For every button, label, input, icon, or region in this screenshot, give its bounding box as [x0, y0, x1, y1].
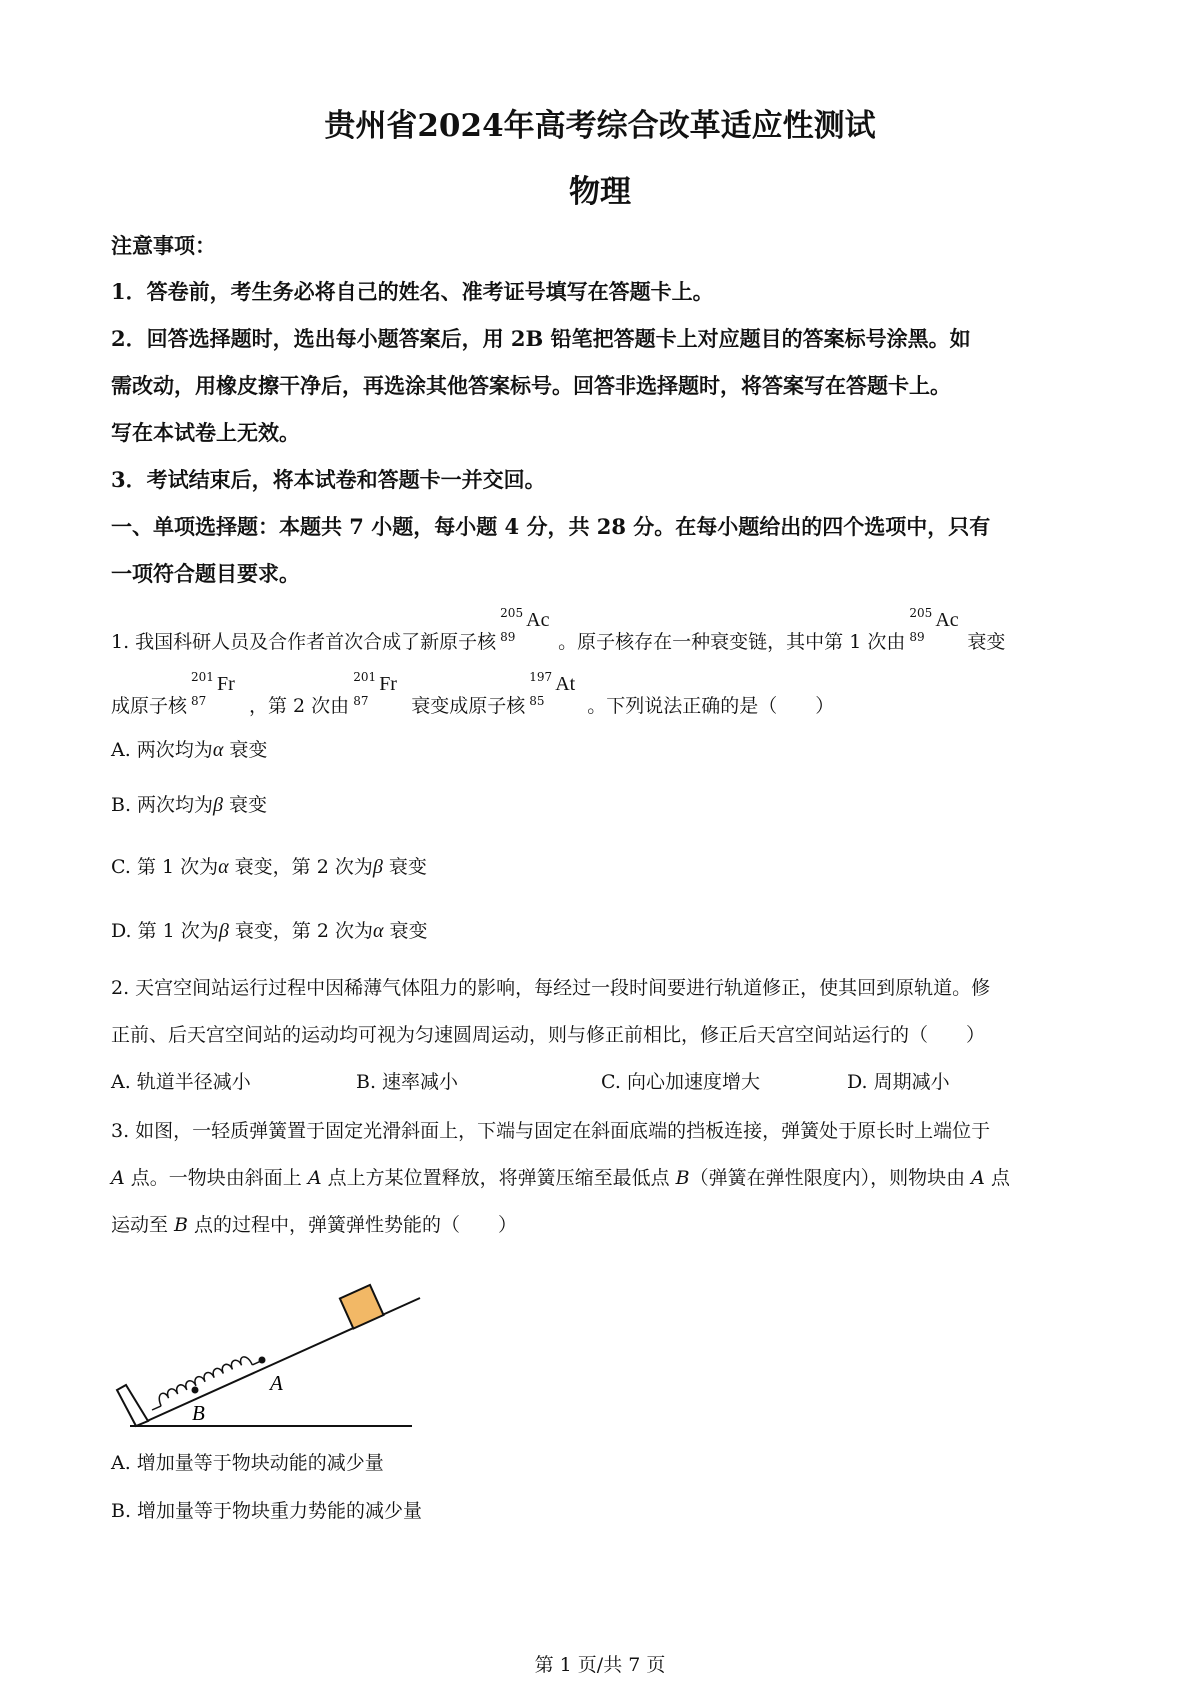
q3-line-2 [111, 1163, 1010, 1190]
atomic-number: 87 [191, 694, 207, 708]
q2-option-a[interactable]: A. 轨道半径减小 [111, 1071, 251, 1093]
option-text: D. 第 1 次为 [111, 920, 219, 942]
q2-option-c[interactable]: C. 向心加速度增大 [601, 1071, 760, 1093]
q3-option-b[interactable]: B. 增加量等于物块重力势能的减少量 [111, 1500, 423, 1522]
q1-text: 1. 我国科研人员及合作者首次合成了新原子核 [111, 631, 497, 653]
q3-text: 点。一物块由斜面上 [124, 1167, 308, 1189]
label-a: A [270, 1371, 283, 1395]
mass-number: 205 [909, 606, 933, 620]
option-text: 衰变 [383, 920, 428, 942]
beta-symbol: β [213, 794, 224, 816]
q2-line-2: 正前、后天宫空间站的运动均可视为匀速圆周运动，则与修正前相比，修正后天宫空间站运行的（ ） [111, 1024, 986, 1046]
q1-option-a[interactable] [111, 735, 267, 762]
point-b-ref: B [174, 1214, 189, 1236]
notice-item-2-line-1: 2．回答选择题时，选出每小题答案后，用 2B 铅笔把答题卡上对应题目的答案标号涂黑。如 [111, 326, 971, 351]
notice-item-3: 3．考试结束后，将本试卷和答题卡一并交回。 [111, 467, 546, 492]
q1-text: ，第 2 次由 [249, 695, 350, 717]
q3-text: 点上方某位置释放，将弹簧压缩至最低点 [321, 1167, 676, 1189]
option-text: 衰变 [223, 739, 268, 761]
sliding-block [340, 1285, 384, 1329]
atomic-number: 87 [353, 694, 369, 708]
nuclide-ac [496, 606, 558, 648]
notice-item-1: 1．答卷前，考生务必将自己的姓名、准考证号填写在答题卡上。 [111, 279, 714, 304]
notice-item-2-line-2: 需改动，用橡皮擦干净后，再选涂其他答案标号。回答非选择题时，将答案写在答题卡上。 [111, 373, 951, 398]
element-symbol: Ac [526, 609, 550, 631]
point-b-ref: B [675, 1167, 690, 1189]
atomic-number: 85 [529, 694, 545, 708]
atomic-number: 89 [909, 630, 925, 644]
beta-symbol: β [218, 920, 229, 942]
alpha-symbol: α [218, 856, 229, 878]
nuclide-at [525, 670, 587, 712]
q3-option-a[interactable]: A. 增加量等于物块动能的减少量 [111, 1452, 384, 1474]
point-a-ref: A [307, 1167, 322, 1189]
mass-number: 197 [529, 670, 553, 684]
section-1-line-2: 一项符合题目要求。 [111, 561, 300, 586]
label-b: B [192, 1401, 205, 1425]
atomic-number: 89 [500, 630, 516, 644]
q1-text: 。原子核存在一种衰变链，其中第 1 次由 [558, 631, 906, 653]
q3-text: 运动至 [111, 1214, 175, 1236]
option-text: B. 两次均为 [111, 794, 214, 816]
q1-line-2 [111, 670, 835, 718]
stopper-plate [117, 1385, 148, 1426]
q3-text: （弹簧在弹性限度内），则物块由 [689, 1167, 972, 1189]
point-b-dot [192, 1387, 199, 1394]
option-text: 衰变，第 2 次为 [228, 856, 373, 878]
option-text: 衰变 [382, 856, 427, 878]
q3-text: 点 [984, 1167, 1010, 1189]
mass-number: 201 [353, 670, 377, 684]
nuclide-fr [187, 670, 249, 712]
notice-heading: 注意事项： [111, 233, 216, 258]
incline-spring-figure [100, 1250, 440, 1440]
mass-number: 205 [500, 606, 524, 620]
point-a-ref: A [111, 1167, 125, 1189]
nuclide-ac [905, 606, 967, 648]
element-symbol: At [555, 673, 576, 695]
q1-text: 。下列说法正确的是（ ） [587, 695, 835, 717]
q3-line-1: 3. 如图，一轻质弹簧置于固定光滑斜面上，下端与固定在斜面底端的挡板连接，弹簧处于原长时上端位于 [111, 1120, 991, 1142]
spring [147, 1350, 263, 1411]
q1-option-d[interactable] [111, 916, 428, 943]
q1-text: 衰变 [967, 631, 1006, 653]
q1-line-1 [111, 606, 1006, 654]
q3-line-3 [111, 1210, 517, 1237]
nuclide-fr [349, 670, 411, 712]
option-text: 衰变 [223, 794, 268, 816]
option-text: C. 第 1 次为 [111, 856, 219, 878]
option-text: A. 两次均为 [111, 739, 213, 761]
option-text: 衰变，第 2 次为 [228, 920, 373, 942]
subject-title: 物理 [569, 174, 631, 210]
beta-symbol: β [372, 856, 383, 878]
q2-line-1: 2. 天宫空间站运行过程中因稀薄气体阻力的影响，每经过一段时间要进行轨道修正，使其回到原轨道。修 [111, 977, 991, 999]
exam-title: 贵州省2024年高考综合改革适应性测试 [324, 108, 876, 144]
section-1-line-1: 一、单项选择题：本题共 7 小题，每小题 4 分，共 28 分。在每小题给出的四个选项中，只有 [111, 514, 991, 539]
point-a-dot [259, 1357, 266, 1364]
q1-option-c[interactable] [111, 852, 427, 879]
q2-option-d[interactable]: D. 周期减小 [847, 1071, 950, 1093]
element-symbol: Fr [217, 673, 235, 695]
element-symbol: Fr [379, 673, 397, 695]
point-a-ref: A [971, 1167, 985, 1189]
mass-number: 201 [191, 670, 214, 684]
alpha-symbol: α [212, 739, 224, 761]
q2-option-b[interactable]: B. 速率减小 [356, 1071, 459, 1093]
page-footer: 第 1 页/共 7 页 [534, 1654, 666, 1676]
q1-text: 成原子核 [111, 695, 188, 717]
alpha-symbol: α [373, 920, 384, 942]
q1-option-b[interactable] [111, 790, 267, 817]
q1-text: 衰变成原子核 [411, 695, 526, 717]
element-symbol: Ac [935, 609, 959, 631]
notice-item-2-line-3: 写在本试卷上无效。 [111, 420, 300, 445]
q3-text: 点的过程中，弹簧弹性势能的（ ） [188, 1214, 518, 1236]
